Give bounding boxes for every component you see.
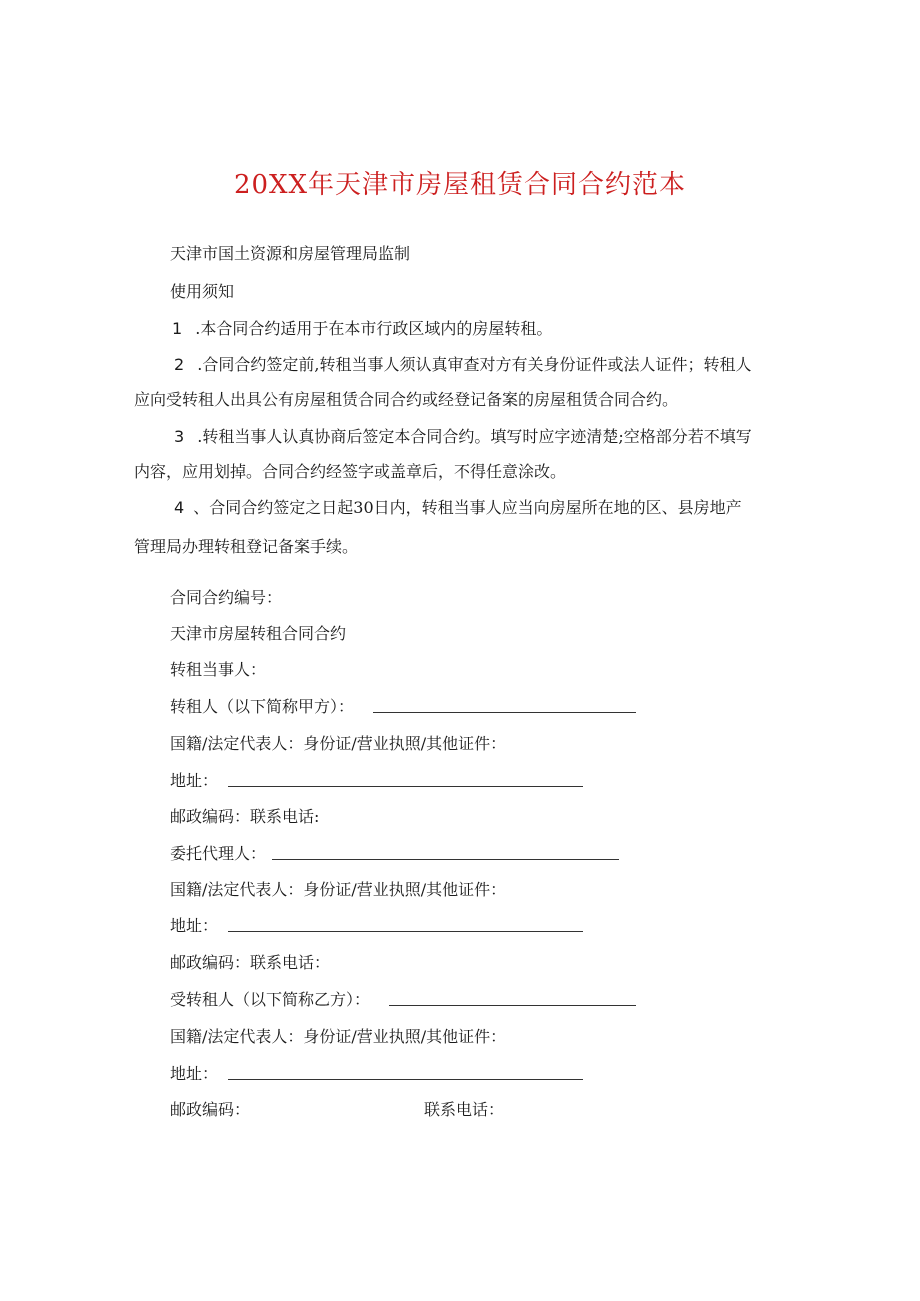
lessee-phone-label: 联系电话： [424, 1100, 505, 1119]
document-title: 20XX年天津市房屋租赁合同合约范本 [233, 170, 687, 200]
notice-item-4-line-2: 管理局办理转租登记备案手续。 [134, 537, 359, 556]
agent-id-label: 国籍/法定代表人：身份证/营业执照/其他证件： [170, 880, 507, 899]
notice-item-3-number: 3 [174, 427, 185, 446]
notice-item-3-line-2: 内容，应用划掉。合同合约经签字或盖章后，不得任意涂改。 [134, 462, 567, 481]
lessor-postal-phone-label: 邮政编码：联系电话: [170, 807, 320, 826]
issuer-line: 天津市国土资源和房屋管理局监制 [170, 244, 411, 263]
notice-item-2-number: 2 [174, 355, 185, 374]
agent-address-label: 地址： [170, 916, 219, 935]
lessee-address-label: 地址： [170, 1064, 219, 1083]
notice-item-1-number: 1 [172, 319, 183, 338]
notice-heading: 使用须知 [170, 282, 235, 301]
lessee-label: 受转租人（以下简称乙方）： [170, 990, 371, 1009]
notice-item-2-line-1: .合同合约签定前,转租当事人须认真审查对方有关身份证件或法人证件；转租人 [197, 355, 752, 374]
lessee-postal-label: 邮政编码： [170, 1100, 251, 1119]
lessor-address-label: 地址： [170, 771, 219, 790]
lessee-address-blank[interactable] [228, 1079, 583, 1080]
notice-item-3-line-1: .转租当事人认真协商后签定本合同合约。填写时应字迹清楚;空格部分若不填写 [197, 427, 752, 446]
lessor-label: 转租人（以下简称甲方）： [170, 697, 355, 716]
notice-item-2-line-2: 应向受转租人出具公有房屋租赁合同合约或经登记备案的房屋租赁合同合约。 [134, 390, 679, 409]
lessee-blank[interactable] [389, 1005, 636, 1006]
notice-item-2 [174, 354, 751, 376]
lessee-id-label: 国籍/法定代表人：身份证/营业执照/其他证件： [170, 1027, 507, 1046]
contract-number-label: 合同合约编号： [170, 588, 283, 607]
contract-name: 天津市房屋转租合同合约 [170, 624, 347, 643]
notice-item-3 [174, 426, 752, 448]
lessor-address-blank[interactable] [228, 786, 583, 787]
parties-label: 转租当事人： [170, 660, 267, 679]
agent-postal-phone-label: 邮政编码：联系电话： [170, 953, 331, 972]
notice-item-1 [172, 318, 552, 340]
lessor-blank[interactable] [373, 712, 636, 713]
lessor-id-label: 国籍/法定代表人：身份证/营业执照/其他证件： [170, 734, 507, 753]
notice-item-4 [174, 497, 742, 519]
agent-address-blank[interactable] [228, 931, 583, 932]
agent-blank[interactable] [272, 859, 619, 860]
notice-item-1-text: .本合同合约适用于在本市行政区域内的房屋转租。 [195, 319, 553, 338]
notice-item-4-line-1: 、合同合约签定之日起30日内，转租当事人应当向房屋所在地的区、县房地产 [193, 498, 742, 517]
agent-label: 委托代理人： [170, 844, 267, 863]
notice-item-4-number: 4 [174, 498, 185, 517]
